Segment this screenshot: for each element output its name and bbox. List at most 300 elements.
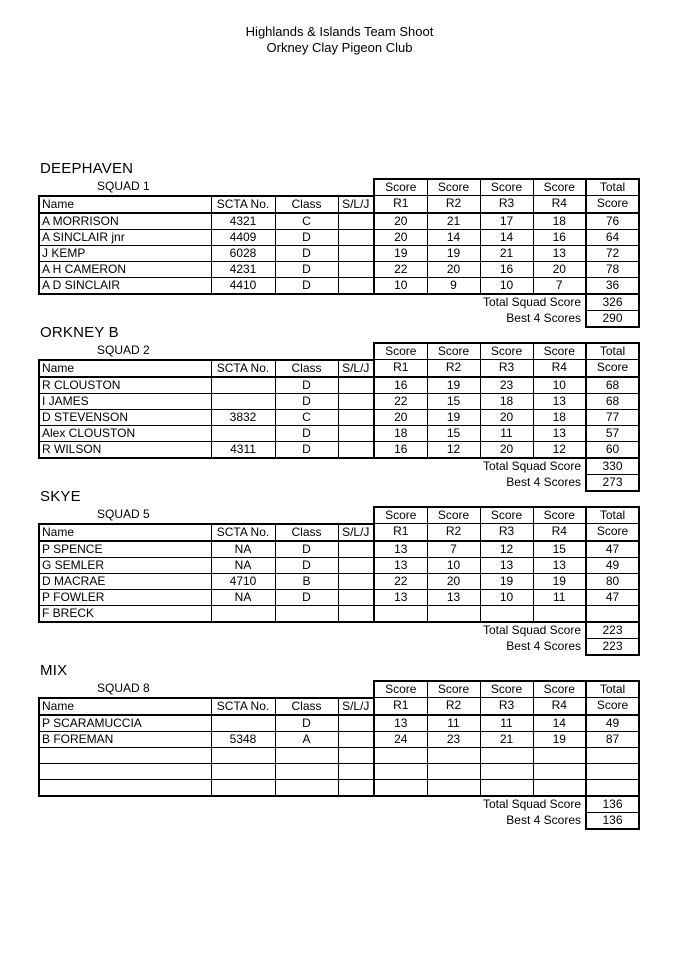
header-spacer	[275, 343, 338, 360]
r2-score: 20	[427, 261, 480, 277]
slj-cell	[338, 229, 374, 245]
r2-score	[427, 779, 480, 796]
scta-number: 4409	[211, 229, 275, 245]
r3-score: 21	[480, 245, 533, 261]
score-header: Score	[374, 681, 427, 698]
shooter-name	[39, 763, 211, 779]
scta-number	[211, 393, 275, 409]
r4-score: 16	[533, 229, 586, 245]
scta-number	[211, 605, 275, 622]
table-row	[39, 229, 639, 245]
score-header: Score	[374, 507, 427, 524]
r4-header: R4	[533, 360, 586, 377]
class-cell: C	[275, 213, 338, 230]
slj-cell	[338, 377, 374, 394]
r1-score: 19	[374, 245, 427, 261]
scta-number: 6028	[211, 245, 275, 261]
slj-header: S/L/J	[338, 698, 374, 715]
squad-label: SQUAD 2	[97, 343, 150, 357]
total-score: 76	[586, 213, 639, 230]
slj-cell	[338, 589, 374, 605]
header-spacer	[39, 681, 211, 698]
squad-label: SQUAD 1	[97, 179, 150, 193]
scta-number: 4410	[211, 277, 275, 294]
total-score-header: Score	[586, 196, 639, 213]
table-row	[39, 573, 639, 589]
header-row	[39, 196, 639, 213]
best4-label: Best 4 Scores	[506, 310, 581, 325]
r2-header: R2	[427, 196, 480, 213]
best4-label: Best 4 Scores	[506, 474, 581, 489]
class-cell: D	[275, 245, 338, 261]
table-row	[39, 245, 639, 261]
table-row	[39, 715, 639, 732]
table-row	[39, 589, 639, 605]
r1-score: 13	[374, 541, 427, 558]
header-row-top	[39, 507, 639, 524]
shooter-name: B FOREMAN	[39, 731, 211, 747]
header-spacer	[39, 507, 211, 524]
best4-value: 223	[586, 638, 639, 655]
r3-score: 20	[480, 441, 533, 458]
r2-score: 19	[427, 377, 480, 394]
shooter-name: A H CAMERON	[39, 261, 211, 277]
table-row	[39, 763, 639, 779]
r3-score	[480, 747, 533, 763]
score-header: Score	[533, 343, 586, 360]
r2-header: R2	[427, 360, 480, 377]
scta-header: SCTA No.	[211, 698, 275, 715]
total-score: 80	[586, 573, 639, 589]
total-squad-row	[39, 796, 639, 813]
table-row	[39, 731, 639, 747]
r1-score: 20	[374, 213, 427, 230]
header-spacer	[338, 179, 374, 196]
table-row	[39, 747, 639, 763]
header-spacer	[338, 681, 374, 698]
r1-header: R1	[374, 360, 427, 377]
shooter-name: J KEMP	[39, 245, 211, 261]
slj-cell	[338, 779, 374, 796]
class-cell: D	[275, 277, 338, 294]
best4-value: 273	[586, 474, 639, 491]
class-cell: D	[275, 541, 338, 558]
shooter-name: G SEMLER	[39, 557, 211, 573]
slj-header: S/L/J	[338, 524, 374, 541]
r4-score: 18	[533, 409, 586, 425]
score-header: Score	[427, 179, 480, 196]
score-header: Score	[374, 179, 427, 196]
r1-score: 10	[374, 277, 427, 294]
r2-score: 9	[427, 277, 480, 294]
scta-number	[211, 715, 275, 732]
total-score	[586, 779, 639, 796]
class-cell: D	[275, 377, 338, 394]
team-name: DEEPHAVEN	[40, 160, 134, 177]
r4-score: 10	[533, 377, 586, 394]
header-row	[39, 698, 639, 715]
name-header: Name	[39, 196, 211, 213]
total-score: 36	[586, 277, 639, 294]
slj-cell	[338, 425, 374, 441]
header-row-top	[39, 681, 639, 698]
scta-number: 4321	[211, 213, 275, 230]
best4-row	[39, 310, 639, 327]
total-score: 87	[586, 731, 639, 747]
slj-cell	[338, 715, 374, 732]
r1-score: 16	[374, 441, 427, 458]
total-squad-value: 330	[586, 458, 639, 475]
r4-score: 12	[533, 441, 586, 458]
score-header: Score	[427, 343, 480, 360]
r2-score: 12	[427, 441, 480, 458]
r1-score: 18	[374, 425, 427, 441]
score-header: Score	[533, 507, 586, 524]
shooter-name	[39, 779, 211, 796]
r4-score	[533, 605, 586, 622]
total-score: 49	[586, 557, 639, 573]
r2-score: 13	[427, 589, 480, 605]
squad-label: SQUAD 5	[97, 507, 150, 521]
scta-header: SCTA No.	[211, 196, 275, 213]
slj-cell	[338, 573, 374, 589]
shooter-name: A MORRISON	[39, 213, 211, 230]
table-row	[39, 261, 639, 277]
r1-header: R1	[374, 196, 427, 213]
total-squad-row	[39, 622, 639, 639]
r4-score: 15	[533, 541, 586, 558]
score-header: Score	[427, 681, 480, 698]
r3-score: 14	[480, 229, 533, 245]
slj-cell	[338, 393, 374, 409]
best4-row	[39, 638, 639, 655]
table-row	[39, 393, 639, 409]
slj-cell	[338, 441, 374, 458]
r2-score: 19	[427, 409, 480, 425]
r1-score: 22	[374, 261, 427, 277]
best4-label: Best 4 Scores	[506, 638, 581, 653]
r1-score: 16	[374, 377, 427, 394]
r1-score	[374, 747, 427, 763]
total-header: Total	[586, 179, 639, 196]
r2-score: 19	[427, 245, 480, 261]
table-row	[39, 409, 639, 425]
header-spacer	[338, 507, 374, 524]
r4-score: 13	[533, 245, 586, 261]
r1-score	[374, 605, 427, 622]
r4-score: 14	[533, 715, 586, 732]
r2-score: 23	[427, 731, 480, 747]
r3-score: 11	[480, 425, 533, 441]
slj-cell	[338, 213, 374, 230]
class-cell: D	[275, 557, 338, 573]
score-header: Score	[533, 179, 586, 196]
shooter-name: A SINCLAIR jnr	[39, 229, 211, 245]
slj-cell	[338, 409, 374, 425]
r4-score: 18	[533, 213, 586, 230]
r3-score: 10	[480, 589, 533, 605]
table-row	[39, 441, 639, 458]
shooter-name	[39, 747, 211, 763]
shooter-name: R WILSON	[39, 441, 211, 458]
r1-score: 13	[374, 557, 427, 573]
r2-score: 14	[427, 229, 480, 245]
r1-score: 22	[374, 573, 427, 589]
r1-score: 24	[374, 731, 427, 747]
shooter-name: D STEVENSON	[39, 409, 211, 425]
score-header: Score	[480, 343, 533, 360]
class-cell: D	[275, 425, 338, 441]
total-score: 64	[586, 229, 639, 245]
team-name: ORKNEY B	[40, 324, 119, 341]
r2-score: 20	[427, 573, 480, 589]
scta-number: NA	[211, 557, 275, 573]
total-score	[586, 747, 639, 763]
slj-header: S/L/J	[338, 196, 374, 213]
total-score: 78	[586, 261, 639, 277]
header-row	[39, 524, 639, 541]
r3-score: 23	[480, 377, 533, 394]
r4-score: 13	[533, 557, 586, 573]
header-spacer	[275, 507, 338, 524]
r3-score	[480, 779, 533, 796]
score-table	[38, 178, 640, 328]
r2-score: 7	[427, 541, 480, 558]
slj-cell	[338, 747, 374, 763]
r2-score	[427, 605, 480, 622]
score-header: Score	[427, 507, 480, 524]
scta-number: 4231	[211, 261, 275, 277]
r4-header: R4	[533, 524, 586, 541]
score-header: Score	[533, 681, 586, 698]
total-score: 49	[586, 715, 639, 732]
total-score: 68	[586, 377, 639, 394]
class-cell: C	[275, 409, 338, 425]
total-score: 77	[586, 409, 639, 425]
slj-cell	[338, 763, 374, 779]
score-table	[38, 342, 640, 492]
r4-score: 13	[533, 393, 586, 409]
name-header: Name	[39, 524, 211, 541]
r3-score: 10	[480, 277, 533, 294]
class-cell: D	[275, 261, 338, 277]
r1-score	[374, 779, 427, 796]
r3-score: 11	[480, 715, 533, 732]
r2-score: 11	[427, 715, 480, 732]
r1-score: 13	[374, 715, 427, 732]
table-row	[39, 541, 639, 558]
total-squad-row	[39, 458, 639, 475]
class-cell: D	[275, 589, 338, 605]
total-score: 68	[586, 393, 639, 409]
r2-score	[427, 763, 480, 779]
table-row	[39, 277, 639, 294]
r3-score	[480, 605, 533, 622]
r4-header: R4	[533, 196, 586, 213]
r3-score: 12	[480, 541, 533, 558]
r2-header: R2	[427, 524, 480, 541]
score-header: Score	[480, 507, 533, 524]
r2-score: 15	[427, 425, 480, 441]
best4-value: 136	[586, 812, 639, 829]
r4-header: R4	[533, 698, 586, 715]
table-row	[39, 605, 639, 622]
total-score-header: Score	[586, 360, 639, 377]
table-row	[39, 377, 639, 394]
r4-score: 13	[533, 425, 586, 441]
r1-header: R1	[374, 698, 427, 715]
header-row-top	[39, 179, 639, 196]
header-spacer	[211, 681, 275, 698]
table-row	[39, 213, 639, 230]
header-spacer	[275, 681, 338, 698]
total-squad-label: Total Squad Score	[482, 622, 581, 637]
r2-header: R2	[427, 698, 480, 715]
scta-number: 5348	[211, 731, 275, 747]
document-title: Highlands & Islands Team Shoot	[245, 24, 434, 39]
r3-score: 17	[480, 213, 533, 230]
r4-score	[533, 747, 586, 763]
score-table	[38, 680, 640, 830]
total-score: 60	[586, 441, 639, 458]
total-header: Total	[586, 507, 639, 524]
header-spacer	[39, 343, 211, 360]
slj-header: S/L/J	[338, 360, 374, 377]
team-name: SKYE	[40, 488, 81, 505]
slj-cell	[338, 731, 374, 747]
total-squad-value: 223	[586, 622, 639, 639]
r2-score: 15	[427, 393, 480, 409]
r1-score: 22	[374, 393, 427, 409]
scta-number	[211, 747, 275, 763]
header-spacer	[211, 507, 275, 524]
total-score: 47	[586, 589, 639, 605]
total-score	[586, 763, 639, 779]
squad-label: SQUAD 8	[97, 681, 150, 695]
r3-score: 19	[480, 573, 533, 589]
class-cell: A	[275, 731, 338, 747]
slj-cell	[338, 245, 374, 261]
scta-number: 4710	[211, 573, 275, 589]
r4-score: 11	[533, 589, 586, 605]
r4-score: 7	[533, 277, 586, 294]
class-cell: D	[275, 441, 338, 458]
header-row	[39, 360, 639, 377]
table-row	[39, 425, 639, 441]
table-row	[39, 779, 639, 796]
class-header: Class	[275, 360, 338, 377]
scta-number	[211, 763, 275, 779]
shooter-name: Alex CLOUSTON	[39, 425, 211, 441]
score-header: Score	[374, 343, 427, 360]
best4-row	[39, 812, 639, 829]
r1-score: 20	[374, 409, 427, 425]
r3-header: R3	[480, 524, 533, 541]
total-score: 57	[586, 425, 639, 441]
r4-score	[533, 763, 586, 779]
r1-score	[374, 763, 427, 779]
header-row-top	[39, 343, 639, 360]
class-header: Class	[275, 196, 338, 213]
scta-number: 3832	[211, 409, 275, 425]
header-spacer	[338, 343, 374, 360]
shooter-name: R CLOUSTON	[39, 377, 211, 394]
team-name: MIX	[40, 662, 68, 679]
class-header: Class	[275, 698, 338, 715]
total-squad-label: Total Squad Score	[482, 294, 581, 309]
score-header: Score	[480, 681, 533, 698]
scta-number: NA	[211, 589, 275, 605]
slj-cell	[338, 557, 374, 573]
shooter-name: P SPENCE	[39, 541, 211, 558]
total-squad-label: Total Squad Score	[482, 458, 581, 473]
r1-score: 13	[374, 589, 427, 605]
r4-score: 19	[533, 573, 586, 589]
r4-score: 19	[533, 731, 586, 747]
shooter-name: I JAMES	[39, 393, 211, 409]
slj-cell	[338, 605, 374, 622]
table-row	[39, 557, 639, 573]
best4-row	[39, 474, 639, 491]
scta-number	[211, 377, 275, 394]
shooter-name: F BRECK	[39, 605, 211, 622]
name-header: Name	[39, 698, 211, 715]
scta-number: NA	[211, 541, 275, 558]
total-squad-value: 326	[586, 294, 639, 311]
total-score-header: Score	[586, 698, 639, 715]
name-header: Name	[39, 360, 211, 377]
score-header: Score	[480, 179, 533, 196]
total-squad-value: 136	[586, 796, 639, 813]
class-cell	[275, 605, 338, 622]
total-header: Total	[586, 681, 639, 698]
r3-header: R3	[480, 698, 533, 715]
scta-number: 4311	[211, 441, 275, 458]
r3-header: R3	[480, 196, 533, 213]
total-squad-label: Total Squad Score	[482, 796, 581, 811]
r2-score	[427, 747, 480, 763]
total-score-header: Score	[586, 524, 639, 541]
class-cell: B	[275, 573, 338, 589]
class-cell	[275, 763, 338, 779]
shooter-name: D MACRAE	[39, 573, 211, 589]
best4-value: 290	[586, 310, 639, 327]
r3-header: R3	[480, 360, 533, 377]
total-header: Total	[586, 343, 639, 360]
shooter-name: A D SINCLAIR	[39, 277, 211, 294]
best4-label: Best 4 Scores	[506, 812, 581, 827]
r3-score: 20	[480, 409, 533, 425]
class-header: Class	[275, 524, 338, 541]
class-cell	[275, 747, 338, 763]
total-score: 47	[586, 541, 639, 558]
slj-cell	[338, 541, 374, 558]
total-score	[586, 605, 639, 622]
scta-header: SCTA No.	[211, 524, 275, 541]
r4-score	[533, 779, 586, 796]
r2-score: 21	[427, 213, 480, 230]
r3-score: 16	[480, 261, 533, 277]
shooter-name: P FOWLER	[39, 589, 211, 605]
score-table	[38, 506, 640, 656]
class-cell: D	[275, 715, 338, 732]
r3-score: 13	[480, 557, 533, 573]
document-subtitle: Orkney Clay Pigeon Club	[266, 40, 413, 55]
scta-number	[211, 779, 275, 796]
slj-cell	[338, 261, 374, 277]
total-score: 72	[586, 245, 639, 261]
header-spacer	[275, 179, 338, 196]
